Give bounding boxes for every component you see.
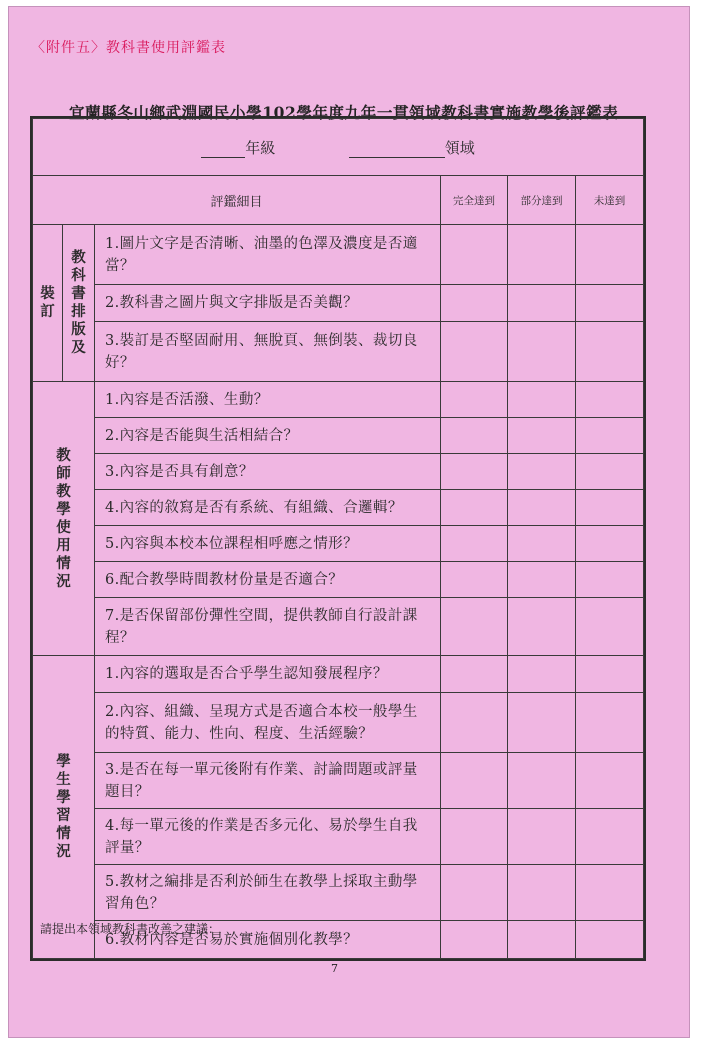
check-cell-partial[interactable] [508, 865, 576, 921]
criteria-item: 1.內容是否活潑、生動？ [95, 382, 441, 418]
table-header-row [33, 176, 644, 225]
check-cell-partial[interactable] [508, 454, 576, 490]
check-cell-full[interactable] [441, 490, 508, 526]
criteria-item: 1.內容的選取是否合乎學生認知發展程序？ [95, 656, 441, 693]
table-row [33, 809, 644, 865]
section-label-text: 學 生 學 習 情 況 [56, 753, 71, 860]
criteria-item: 3.是否在每一單元後附有作業、討論問題或評量題目？ [95, 753, 441, 809]
check-cell-none[interactable] [576, 490, 644, 526]
check-cell-full[interactable] [441, 454, 508, 490]
section-label-learning [33, 656, 95, 959]
criteria-item: 7.是否保留部份彈性空間，提供教師自行設計課程？ [95, 598, 441, 656]
check-cell-partial[interactable] [508, 809, 576, 865]
criteria-item: 6.教材內容是否易於實施個別化教學？ [95, 921, 441, 959]
table-row [33, 693, 644, 753]
check-cell-none[interactable] [576, 753, 644, 809]
check-cell-partial[interactable] [508, 225, 576, 285]
check-cell-none[interactable] [576, 865, 644, 921]
suggestion-label: 請提出本領域教科書改善之建議： [40, 922, 221, 936]
check-cell-full[interactable] [441, 598, 508, 656]
table-row [33, 322, 644, 382]
section-label-binding [33, 225, 63, 382]
criteria-item: 3.內容是否具有創意？ [95, 454, 441, 490]
table-row [33, 598, 644, 656]
check-cell-partial[interactable] [508, 562, 576, 598]
check-cell-none[interactable] [576, 809, 644, 865]
criteria-item: 2.內容是否能與生活相結合？ [95, 418, 441, 454]
section-sublabel-layout [63, 225, 95, 382]
check-cell-full[interactable] [441, 693, 508, 753]
table-row [33, 418, 644, 454]
check-cell-none[interactable] [576, 225, 644, 285]
check-cell-none[interactable] [576, 382, 644, 418]
check-cell-partial[interactable] [508, 285, 576, 322]
check-cell-none[interactable] [576, 598, 644, 656]
grade-domain-row [33, 119, 644, 176]
table-row [33, 454, 644, 490]
check-cell-partial[interactable] [508, 418, 576, 454]
check-cell-none[interactable] [576, 921, 644, 959]
check-cell-full[interactable] [441, 656, 508, 693]
table-row [33, 225, 644, 285]
check-cell-partial[interactable] [508, 490, 576, 526]
check-cell-none[interactable] [576, 562, 644, 598]
table-row [33, 753, 644, 809]
criteria-item: 4.每一單元後的作業是否多元化、易於學生自我評量？ [95, 809, 441, 865]
page-number: 7 [331, 962, 338, 975]
form-title: 宜蘭縣冬山鄉武淵國民小學102學年度九年一貫領域教科書實施教學後評鑑表 [69, 103, 619, 122]
check-cell-full[interactable] [441, 418, 508, 454]
table-row [33, 562, 644, 598]
check-cell-full[interactable] [441, 562, 508, 598]
check-cell-partial[interactable] [508, 656, 576, 693]
criteria-item: 2.教科書之圖片與文字排版是否美觀？ [95, 285, 441, 322]
check-cell-partial[interactable] [508, 598, 576, 656]
attachment-label: 〈附件五〉教科書使用評鑑表 [31, 40, 226, 56]
check-cell-full[interactable] [441, 865, 508, 921]
criteria-item: 4.內容的敘寫是否有系統、有組織、合邏輯？ [95, 490, 441, 526]
section-label-text: 教 師 教 學 使 用 情 況 [56, 446, 71, 590]
check-cell-partial[interactable] [508, 753, 576, 809]
check-cell-none[interactable] [576, 656, 644, 693]
check-cell-full[interactable] [441, 526, 508, 562]
check-cell-partial[interactable] [508, 693, 576, 753]
check-cell-full[interactable] [441, 225, 508, 285]
check-cell-none[interactable] [576, 693, 644, 753]
check-cell-partial[interactable] [508, 382, 576, 418]
section-label-text: 裝 訂 [40, 285, 55, 320]
check-cell-partial[interactable] [508, 526, 576, 562]
check-cell-full[interactable] [441, 322, 508, 382]
check-cell-full[interactable] [441, 809, 508, 865]
check-cell-full[interactable] [441, 753, 508, 809]
criteria-item: 5.內容與本校本位課程相呼應之情形？ [95, 526, 441, 562]
check-cell-none[interactable] [576, 285, 644, 322]
check-cell-none[interactable] [576, 454, 644, 490]
criteria-item: 6.配合教學時間教材份量是否適合？ [95, 562, 441, 598]
check-cell-partial[interactable] [508, 322, 576, 382]
table-row [33, 865, 644, 921]
criteria-item: 3.裝訂是否堅固耐用、無脫頁、無倒裝、裁切良好？ [95, 322, 441, 382]
column-header-partial: 部分達到 [508, 176, 576, 225]
grade-label: 年級 [245, 138, 276, 157]
criteria-item: 2.內容、組織、呈現方式是否適合本校一般學生的特質、能力、性向、程度、生活經驗？ [95, 693, 441, 753]
check-cell-none[interactable] [576, 418, 644, 454]
check-cell-full[interactable] [441, 382, 508, 418]
domain-label: 領域 [444, 138, 475, 157]
grade-blank[interactable] [201, 141, 245, 158]
domain-blank[interactable] [349, 141, 445, 158]
criteria-header: 評鑑細目 [33, 176, 441, 225]
check-cell-none[interactable] [576, 322, 644, 382]
section-sublabel-text: 教 科 書 排 版 及 [71, 249, 86, 356]
check-cell-full[interactable] [441, 285, 508, 322]
column-header-full: 完全達到 [441, 176, 508, 225]
table-row [33, 656, 644, 693]
criteria-item: 1.圖片文字是否清晰、油墨的色澤及濃度是否適當？ [95, 225, 441, 285]
evaluation-table [32, 118, 644, 959]
check-cell-full[interactable] [441, 921, 508, 959]
section-label-teaching [33, 382, 95, 656]
criteria-item: 5.教材之編排是否利於師生在教學上採取主動學習角色？ [95, 865, 441, 921]
table-row [33, 285, 644, 322]
table-row [33, 382, 644, 418]
table-row [33, 526, 644, 562]
check-cell-none[interactable] [576, 526, 644, 562]
column-header-none: 未達到 [576, 176, 644, 225]
check-cell-partial[interactable] [508, 921, 576, 959]
table-row [33, 490, 644, 526]
